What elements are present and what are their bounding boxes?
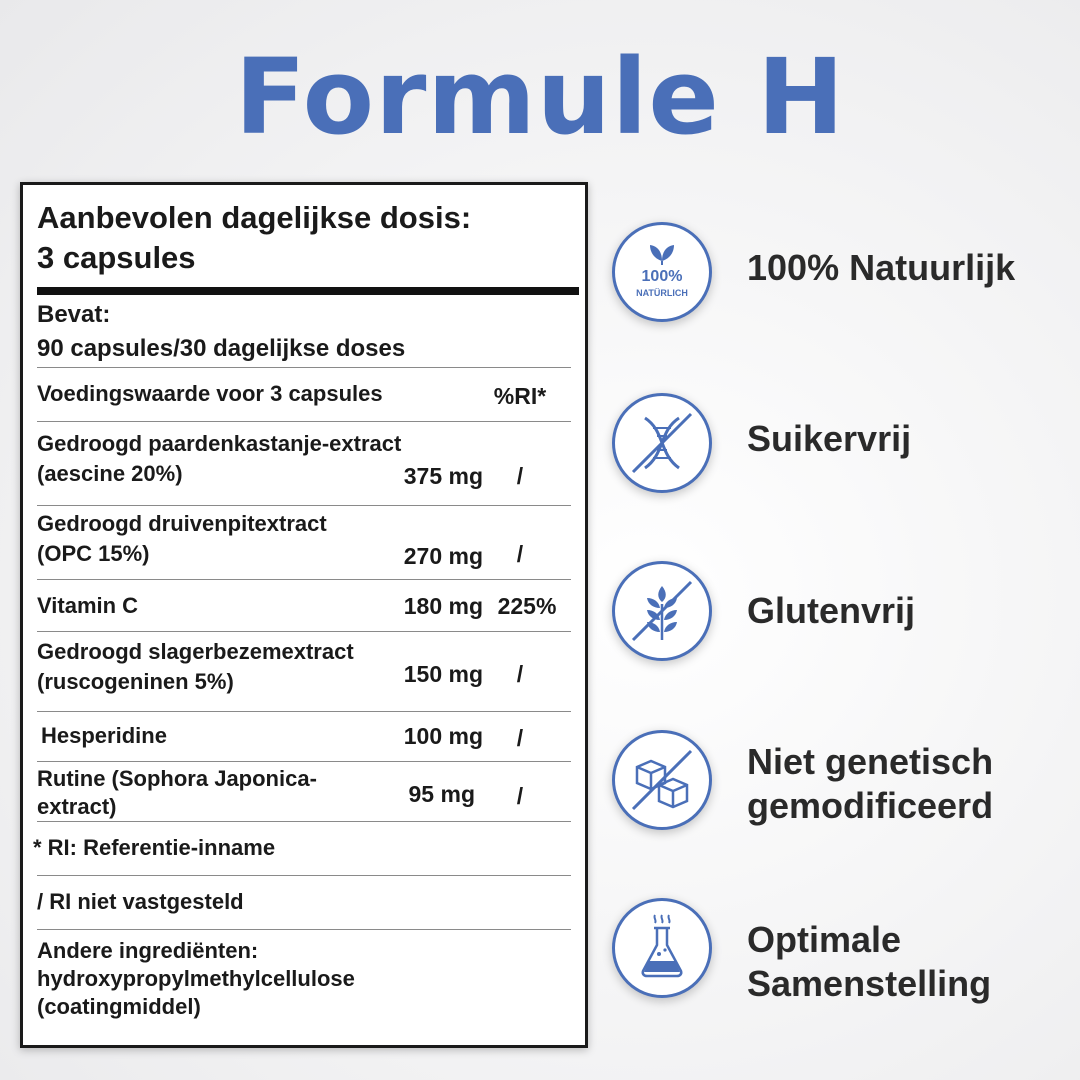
feature-label-line1: Niet genetisch — [747, 741, 994, 782]
ingredient-ri: 225% — [497, 593, 557, 619]
column-header-ri: %RI* — [493, 383, 547, 409]
divider — [37, 929, 571, 930]
svg-text:NATÜRLICH: NATÜRLICH — [636, 288, 688, 298]
ingredient-detail: (OPC 15%) — [37, 541, 150, 566]
column-header-label: Voedingswaarde voor 3 capsules — [37, 381, 383, 406]
ingredient-name: Gedroogd druivenpitextract — [37, 511, 327, 536]
footnote-not-established: / RI niet vastgesteld — [37, 889, 244, 914]
ingredient-amount: 180 mg — [403, 593, 483, 619]
feature-label: Suikervrij — [747, 418, 912, 459]
divider — [37, 761, 571, 762]
table-row — [37, 765, 571, 821]
divider — [37, 631, 571, 632]
contains-value: 90 capsules/30 dagelijkse doses — [37, 335, 406, 362]
feature-non-gmo — [612, 730, 1072, 860]
ingredient-ri: / — [516, 541, 524, 567]
ingredient-name: Gedroogd paardenkastanje-extract — [37, 431, 402, 456]
no-gmo-cubes-icon — [612, 730, 712, 830]
ingredient-detail: extract) — [37, 794, 117, 819]
feature-label-line2: gemodificeerd — [747, 785, 994, 826]
feature-natural — [612, 222, 1072, 352]
other-ingredients-note: (coatingmiddel) — [37, 994, 201, 1019]
dose-heading: Aanbevolen dagelijkse dosis: — [37, 200, 472, 235]
supplement-facts-panel — [20, 182, 588, 1048]
flask-icon — [612, 898, 712, 998]
thick-divider — [37, 287, 579, 295]
svg-text:100%: 100% — [641, 268, 683, 285]
ingredient-amount: 375 mg — [403, 463, 483, 489]
other-ingredients — [37, 937, 571, 1021]
divider — [37, 505, 571, 506]
natural-leaf-icon — [612, 222, 712, 322]
table-row — [37, 429, 571, 489]
feature-label — [747, 918, 991, 1006]
ingredient-ri: / — [516, 661, 524, 687]
other-ingredients-label: Andere ingrediënten: — [37, 938, 259, 963]
table-row — [37, 637, 571, 697]
ingredient-ri: / — [516, 463, 524, 489]
ingredient-amount: 95 mg — [408, 781, 475, 807]
page-title: Formule H — [234, 36, 846, 158]
feature-label: 100% Natuurlijk — [747, 247, 1016, 288]
feature-label-line2: Samenstelling — [747, 963, 992, 1004]
footnote-ri: * RI: Referentie-inname — [33, 835, 276, 860]
ingredient-name: Rutine (Sophora Japonica- — [37, 766, 317, 791]
divider — [37, 421, 571, 422]
column-header — [37, 379, 571, 409]
ingredient-ri: / — [516, 725, 524, 751]
ingredient-detail: (ruscogeninen 5%) — [37, 669, 234, 694]
no-sugar-dna-icon — [612, 393, 712, 493]
feature-gluten-free — [612, 561, 1072, 691]
table-row — [37, 509, 571, 569]
divider — [37, 711, 571, 712]
table-row — [41, 721, 571, 751]
divider — [37, 821, 571, 822]
feature-sugar-free — [612, 393, 1072, 523]
ingredient-amount: 150 mg — [403, 661, 483, 687]
feature-optimal-composition — [612, 898, 1072, 1028]
ingredient-detail: (aescine 20%) — [37, 461, 183, 486]
divider — [37, 579, 571, 580]
ingredient-amount: 270 mg — [403, 543, 483, 569]
ingredient-ri: / — [516, 783, 524, 809]
feature-label-line1: Optimale — [747, 919, 902, 960]
divider — [37, 875, 571, 876]
ingredient-name: Vitamin C — [37, 593, 139, 618]
no-gluten-wheat-icon — [612, 561, 712, 661]
ingredient-name: Hesperidine — [41, 723, 167, 748]
feature-label: Glutenvrij — [747, 590, 916, 631]
ingredient-amount: 100 mg — [403, 723, 483, 749]
ingredient-name: Gedroogd slagerbezemextract — [37, 639, 354, 664]
other-ingredients-value: hydroxypropylmethylcellulose — [37, 966, 355, 991]
dose-value: 3 capsules — [37, 240, 196, 275]
table-row — [37, 591, 571, 621]
divider — [37, 367, 571, 368]
feature-label — [747, 740, 993, 828]
contains-label: Bevat: — [37, 301, 111, 328]
